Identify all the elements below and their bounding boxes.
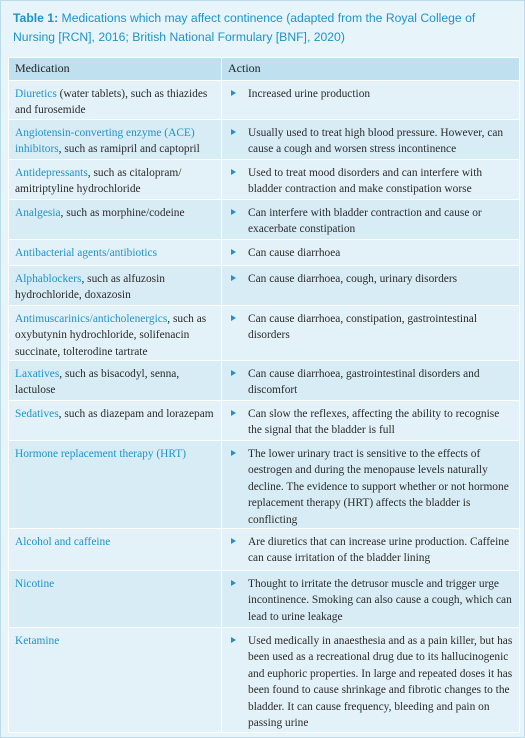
action-cell [222, 265, 520, 305]
action-cell [222, 529, 520, 571]
action-text: Can interfere with bladder contraction and cause or exacerbate constipation [248, 206, 482, 236]
medication-cell [9, 265, 222, 305]
medication-name: Alphablockers [15, 272, 82, 285]
action-cell [222, 119, 520, 159]
bullet-arrow-icon [231, 580, 236, 586]
medication-examples: , such as ramipril and captopril [58, 143, 200, 156]
table-header-row [9, 58, 520, 81]
bullet-arrow-icon [231, 209, 236, 215]
action-text: Can cause diarrhoea, constipation, gastrointestinal disorders [248, 312, 478, 342]
medication-examples: , such as bisacodyl, senna, lactulose [15, 368, 180, 397]
bullet-arrow-icon [231, 90, 236, 96]
action-cell [222, 81, 520, 120]
medication-name: Hormone replacement therapy (HRT) [15, 448, 187, 461]
table-row [9, 199, 520, 239]
table-row [9, 305, 520, 360]
action-cell [222, 441, 520, 529]
action-cell [222, 239, 520, 265]
medication-name: Angiotensin-converting enzyme (ACE) inhibitors [15, 126, 195, 156]
medication-name: Antidepressants [15, 166, 88, 179]
action-text: Used to treat mood disorders and can interfere with bladder contraction and make constipation worse [248, 166, 483, 196]
table-row [9, 361, 520, 401]
table-row [9, 159, 520, 199]
bullet-arrow-icon [231, 275, 236, 281]
caption-text: Medications which may affect continence (adapted from the Royal College of Nursing [RCN], 2016; British National Formulary [BNF], 2020) [13, 11, 476, 44]
bullet-arrow-icon [231, 538, 236, 544]
action-text: Can slow the reflexes, affecting the ability to recognise the signal that the bladder is full [248, 408, 500, 437]
medications-table [8, 57, 520, 733]
medication-cell [9, 441, 222, 529]
medication-examples: , such as oxybutynin hydrochloride, solifenacin succinate, tolterodine tartrate [15, 312, 207, 358]
table-row [9, 628, 520, 732]
bullet-arrow-icon [231, 315, 236, 321]
medication-cell [9, 239, 222, 265]
table-row [9, 529, 520, 571]
table-caption [13, 9, 513, 47]
medication-cell [9, 199, 222, 239]
medication-cell [9, 571, 222, 628]
bullet-arrow-icon [231, 637, 236, 643]
bullet-arrow-icon [231, 169, 236, 175]
medication-name: Antimuscarinics/anticholenergics [15, 312, 168, 325]
medication-cell [9, 361, 222, 401]
medication-examples: , such as diazepam and lorazepam [58, 408, 214, 421]
medication-examples: , such as morphine/codeine [60, 206, 185, 219]
action-text: Increased urine production [248, 88, 371, 100]
action-cell [222, 199, 520, 239]
action-text: The lower urinary tract is sensitive to the effects of oestrogen and during the menopause levels naturally decline. The evidence to support whether or not hormone replacement therapy (HRT) affects the bladder is conflicting [248, 448, 509, 526]
table-row [9, 239, 520, 265]
medication-name: Antibacterial agents/antibiotics [15, 246, 158, 259]
table-row [9, 265, 520, 305]
action-text: Thought to irritate the detrusor muscle and trigger urge incontinence. Smoking can also cause a cough, which can lead to urine leakage [248, 578, 512, 623]
action-text: Used medically in anaesthesia and as a pain killer, but has been used as a recreational drug due to its hallucinogenic and euphoric properties. In large and repeated doses it has been found to cause shrinkage and fibrotic changes to the bladder. It can cause frequency, bleeding and pain on passing urine [248, 635, 513, 730]
medication-examples: , such as alfuzosin hydrochloride, doxazosin [15, 272, 165, 302]
bullet-arrow-icon [231, 249, 236, 255]
medication-examples: (water tablets), such as thiazides and furosemide [15, 88, 208, 117]
medication-cell [9, 81, 222, 120]
medication-name: Diuretics [15, 88, 57, 100]
medication-name: Ketamine [15, 635, 60, 648]
medication-cell [9, 401, 222, 441]
bullet-arrow-icon [231, 410, 236, 416]
medication-examples: , such as citalopram/ amitriptyline hydrochloride [15, 166, 182, 196]
header-medication: Medication [9, 58, 222, 81]
medication-name: Laxatives [15, 368, 60, 381]
action-cell [222, 401, 520, 441]
bullet-arrow-icon [231, 450, 236, 456]
action-text: Can cause diarrhoea, cough, urinary disorders [248, 272, 458, 285]
action-text: Can cause diarrhoea, gastrointestinal disorders and discomfort [248, 368, 480, 397]
action-text: Are diuretics that can increase urine production. Caffeine can cause irritation of the bladder lining [248, 536, 510, 565]
medication-cell [9, 305, 222, 360]
action-text: Usually used to treat high blood pressure. However, can cause a cough and worsen stress incontinence [248, 126, 504, 156]
medication-name: Alcohol and caffeine [15, 536, 111, 549]
bullet-arrow-icon [231, 129, 236, 135]
table-row [9, 401, 520, 441]
action-cell [222, 571, 520, 628]
header-action: Action [222, 58, 520, 81]
table-row [9, 81, 520, 120]
medication-cell [9, 529, 222, 571]
action-text: Can cause diarrhoea [248, 246, 341, 259]
action-cell [222, 159, 520, 199]
action-cell [222, 361, 520, 401]
table-row [9, 571, 520, 628]
medication-name: Nicotine [15, 578, 55, 591]
action-cell [222, 628, 520, 732]
medication-name: Analgesia [15, 206, 61, 219]
action-cell [222, 305, 520, 360]
medication-cell [9, 159, 222, 199]
caption-label: Table 1: [13, 11, 59, 25]
table-row [9, 119, 520, 159]
bullet-arrow-icon [231, 370, 236, 376]
medication-cell [9, 119, 222, 159]
medication-name: Sedatives [15, 408, 59, 421]
medication-cell [9, 628, 222, 732]
table-row [9, 441, 520, 529]
